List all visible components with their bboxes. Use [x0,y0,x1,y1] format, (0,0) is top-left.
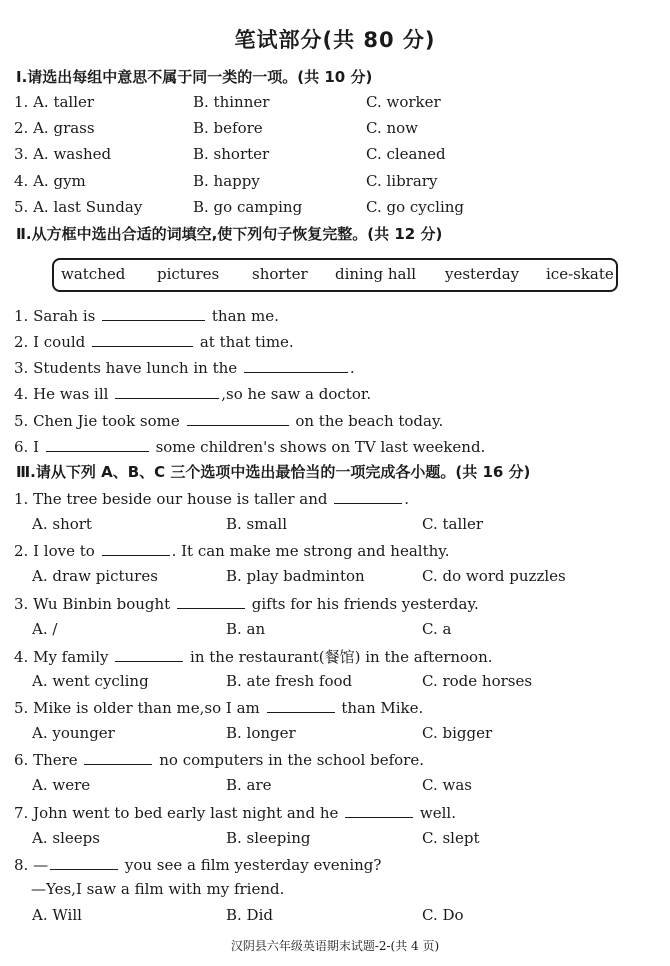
s3-q1-option-a: A. short [32,515,92,533]
s3-q6-option-c: C. was [422,776,472,794]
s2-sentence-1: 1. Sarah is than me. [14,307,279,325]
s3-q6-option-b: B. are [226,776,272,794]
s3-q3-option-a: A. / [32,620,58,638]
s1-item-2-b: B. before [193,119,263,137]
s3-question-6: 6. There no computers in the school before. [14,751,424,769]
s3-q1-option-c: C. taller [422,515,484,533]
s3-q5-option-a: A. younger [32,724,115,742]
s3-question-8: 8. — you see a film yesterday evening? [14,856,382,874]
s3-q8-option-a: A. Will [32,906,82,924]
s3-q2-option-c: C. do word puzzles [422,567,566,585]
section-1-heading: Ⅰ.请选出每组中意思不属于同一类的一项。(共 10 分) [16,68,373,86]
answer-blank [92,332,193,347]
s3-q7-option-c: C. slept [422,829,480,847]
s1-item-3-c: C. cleaned [366,145,446,163]
answer-blank [334,489,402,504]
s1-item-3-b: B. shorter [193,145,270,163]
s1-item-2-a: 2. A. grass [14,119,95,137]
answer-blank [187,411,289,426]
word-bank-item: yesterday [445,265,520,283]
s3-q8-option-c: C. Do [422,906,464,924]
s1-item-1-a: 1. A. taller [14,93,95,111]
s3-q1-option-b: B. small [226,515,288,533]
s3-q4-option-b: B. ate fresh food [226,672,353,690]
s3-q3-option-c: C. a [422,620,452,638]
s3-q7-option-b: B. sleeping [226,829,311,847]
s3-q2-option-a: A. draw pictures [32,567,158,585]
section-2-heading: Ⅱ.从方框中选出合适的词填空,使下列句子恢复完整。(共 12 分) [16,225,443,243]
s3-q4-option-a: A. went cycling [32,672,149,690]
s1-item-1-b: B. thinner [193,93,270,111]
answer-blank [50,855,118,870]
s3-question-7: 7. John went to bed early last night and he well. [14,804,457,822]
s3-q8-option-b: B. Did [226,906,273,924]
s1-item-5-c: C. go cycling [366,198,465,216]
s2-sentence-4: 4. He was ill ,so he saw a doctor. [14,385,372,403]
s2-sentence-3: 3. Students have lunch in the . [14,359,355,377]
page-title: 笔试部分(共 80 分) [234,28,436,52]
s1-item-4-a: 4. A. gym [14,172,86,190]
s1-item-2-c: C. now [366,119,419,137]
s3-question-1: 1. The tree beside our house is taller and . [14,490,410,508]
s1-item-3-a: 3. A. washed [14,145,112,163]
answer-blank [244,358,348,373]
answer-blank [102,541,170,556]
answer-blank [177,594,245,609]
word-bank-item: ice-skate [546,265,614,283]
s2-sentence-6: 6. I some children's shows on TV last weekend. [14,438,486,456]
answer-blank [46,437,149,452]
s3-q5-option-c: C. bigger [422,724,493,742]
s1-item-1-c: C. worker [366,93,441,111]
page-footer: 汉阴县六年级英语期末试题-2-(共 4 页) [230,939,440,953]
answer-blank [115,647,183,662]
s3-question-5: 5. Mike is older than me,so I am than Mike. [14,699,424,717]
s3-q3-option-b: B. an [226,620,266,638]
s1-item-5-a: 5. A. last Sunday [14,198,143,216]
s3-question-2: 2. I love to . It can make me strong and healthy. [14,542,450,560]
word-bank-item: watched [61,265,126,283]
word-bank-item: shorter [252,265,308,283]
s3-q4-option-c: C. rode horses [422,672,533,690]
s3-question-4: 4. My family in the restaurant(餐馆) in the afternoon. [14,648,493,666]
answer-blank [102,306,205,321]
s1-item-4-c: C. library [366,172,438,190]
answer-blank [115,384,219,399]
section-3-heading: Ⅲ.请从下列 A、B、C 三个选项中选出最恰当的一项完成各小题。(共 16 分) [16,463,531,481]
s1-item-5-b: B. go camping [193,198,303,216]
s3-question-3: 3. Wu Binbin bought gifts for his friends yesterday. [14,595,479,613]
s3-q5-option-b: B. longer [226,724,296,742]
s3-q6-option-a: A. were [32,776,91,794]
s3-q7-option-a: A. sleeps [32,829,100,847]
answer-blank [84,750,152,765]
word-bank-item: pictures [157,265,220,283]
s3-q8-reply: —Yes,I saw a film with my friend. [31,880,285,898]
answer-blank [345,803,413,818]
word-bank-item: dining hall [335,265,417,283]
s1-item-4-b: B. happy [193,172,260,190]
s2-sentence-2: 2. I could at that time. [14,333,294,351]
s2-sentence-5: 5. Chen Jie took some on the beach today. [14,412,444,430]
s3-q2-option-b: B. play badminton [226,567,365,585]
answer-blank [267,698,335,713]
